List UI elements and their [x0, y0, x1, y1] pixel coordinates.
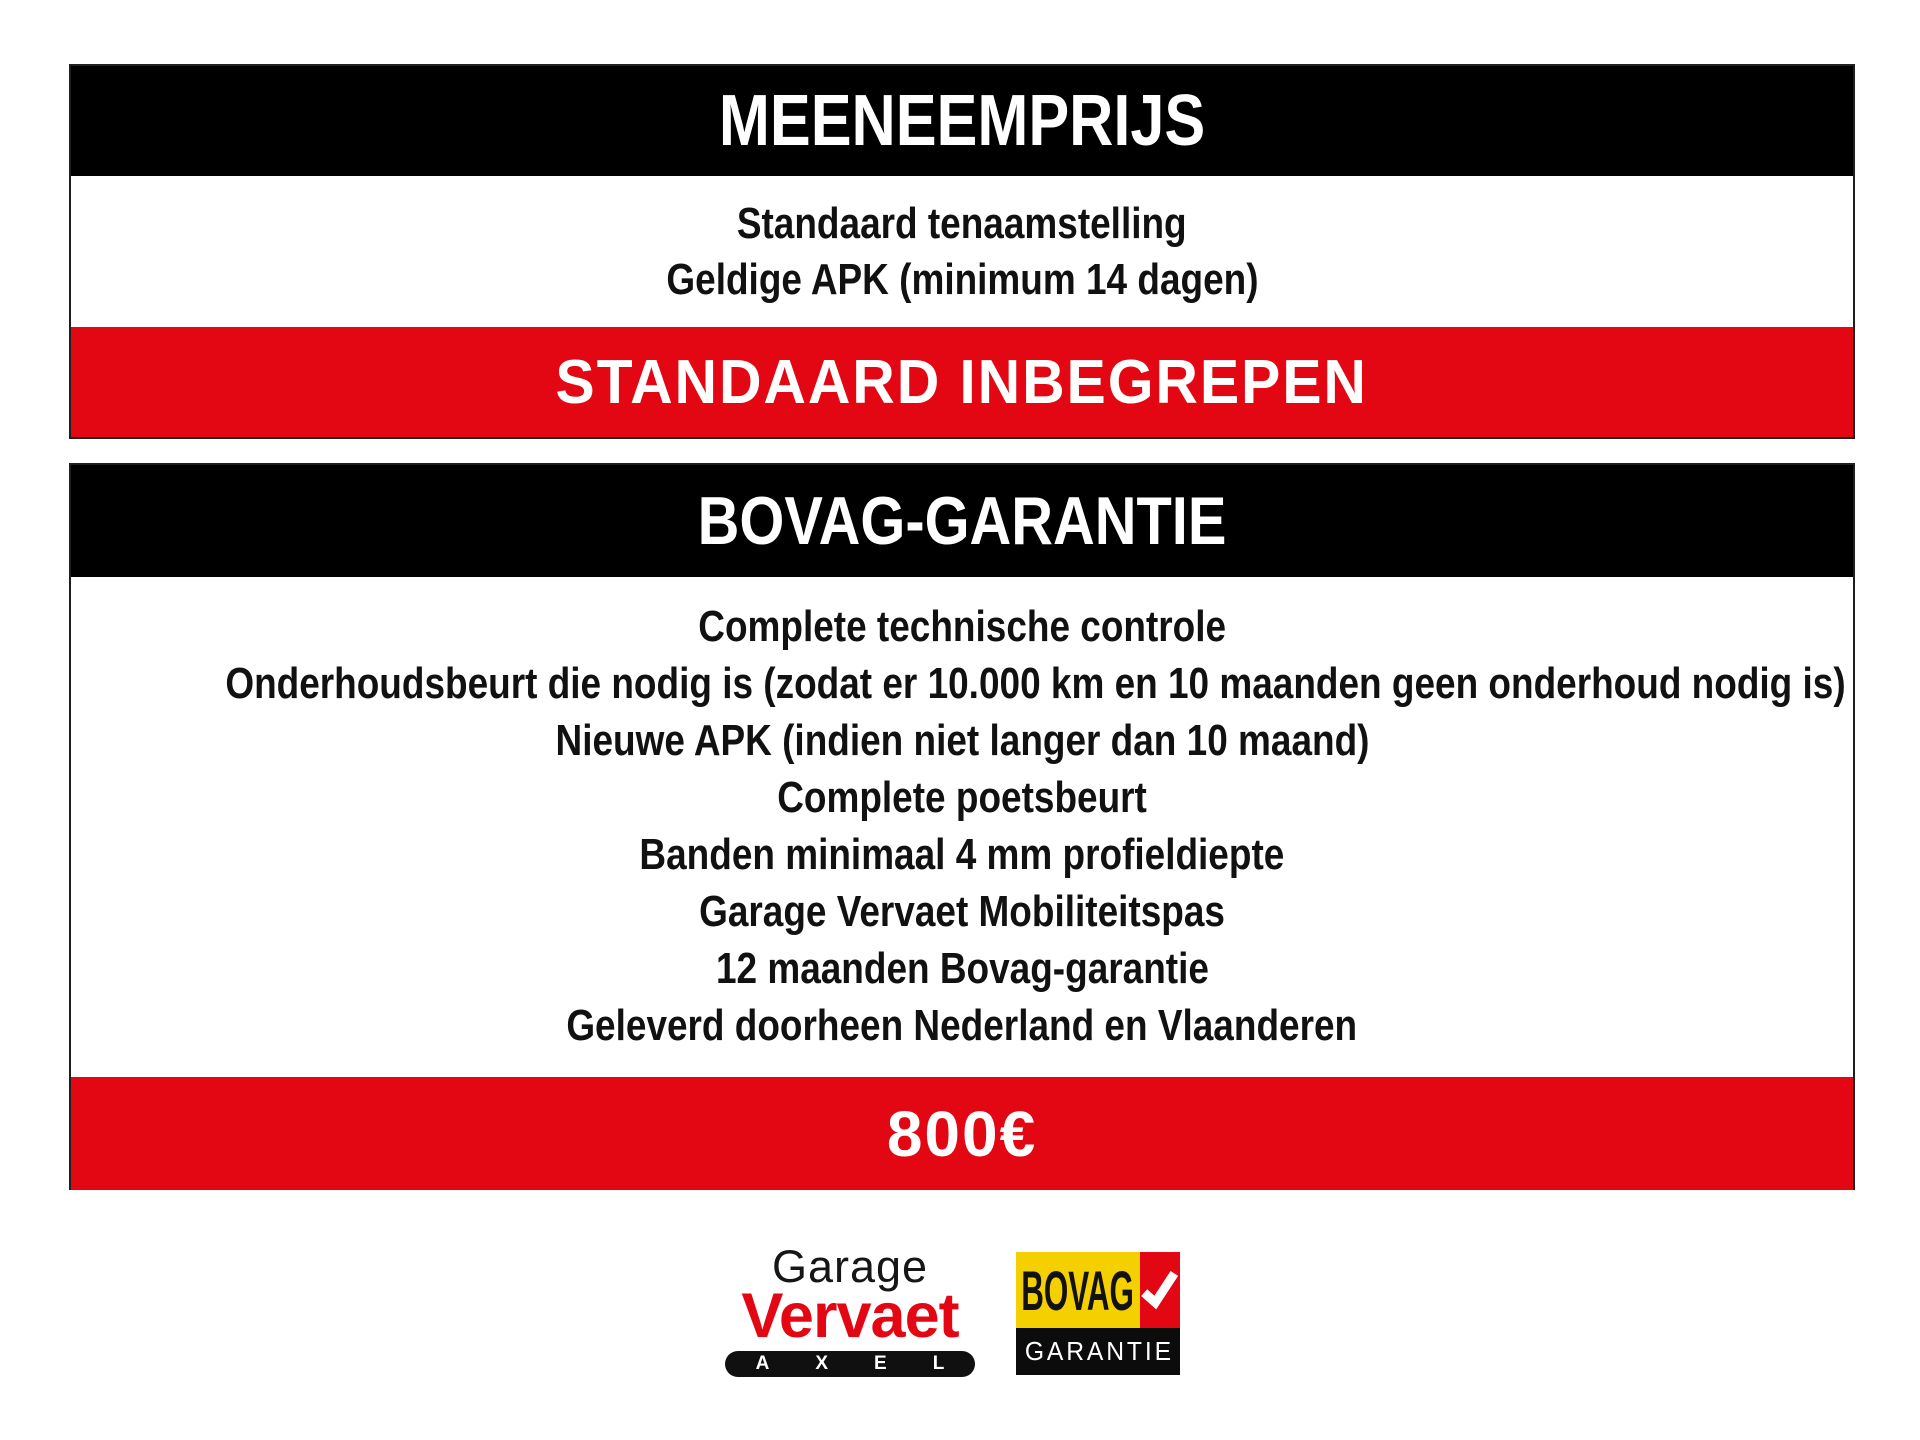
list-item: Geldige APK (minimum 14 dagen) — [665, 255, 1259, 304]
standaard-inbegrepen-bar — [71, 327, 1853, 437]
list-item: Garage Vervaet Mobiliteitspas — [699, 887, 1225, 936]
garage-vervaet-logo — [722, 1241, 991, 1377]
meeneemprijs-title: MEENEEMPRIJS — [718, 81, 1206, 161]
list-item: Nieuwe APK (indien niet langer dan 10 maand) — [555, 716, 1369, 765]
bovag-garantie-items — [71, 577, 1853, 1077]
bovag-logo-text: BOVAG — [1021, 1258, 1135, 1322]
list-item: Complete technische controle — [698, 602, 1226, 651]
standaard-inbegrepen-label: STANDAARD INBEGREPEN — [555, 347, 1369, 417]
list-item: Standaard tenaamstelling — [737, 199, 1187, 248]
list-item: Complete poetsbeurt — [777, 773, 1147, 822]
garage-logo-line1: Garage — [771, 1241, 929, 1292]
list-item: Onderhoudsbeurt die nodig is (zodat er 10.000 km en 10 maanden geen onderhoud nodig is) — [225, 659, 1846, 708]
bovag-logo-bottom — [1016, 1328, 1180, 1375]
axel-badge — [725, 1351, 991, 1377]
list-item: Geleverd doorheen Nederland en Vlaanderen — [566, 1001, 1358, 1050]
meeneemprijs-items — [71, 176, 1853, 327]
axel-badge-label: AXEL — [755, 1353, 991, 1374]
price-value: 800€ — [886, 1097, 1038, 1170]
bovag-logo-top — [1016, 1252, 1180, 1328]
bovag-garantie-header-bar — [71, 465, 1853, 577]
list-item: Banden minimaal 4 mm profieldiepte — [639, 830, 1285, 879]
bovag-logo-check-box — [1140, 1252, 1180, 1328]
bovag-logo — [1016, 1252, 1180, 1375]
garage-logo-line2: Vervaet — [741, 1281, 959, 1351]
bovag-garantie-panel — [69, 463, 1855, 1190]
list-item: 12 maanden Bovag-garantie — [715, 944, 1209, 993]
checkmark-icon — [1138, 1267, 1182, 1313]
meeneemprijs-header-bar — [71, 66, 1853, 176]
price-bar — [71, 1077, 1853, 1190]
bovag-garantie-title: BOVAG-GARANTIE — [697, 483, 1227, 559]
meeneemprijs-panel — [69, 64, 1855, 439]
bovag-garantie-text: GARANTIE — [1024, 1336, 1174, 1366]
bovag-logo-wordmark — [1016, 1252, 1140, 1328]
